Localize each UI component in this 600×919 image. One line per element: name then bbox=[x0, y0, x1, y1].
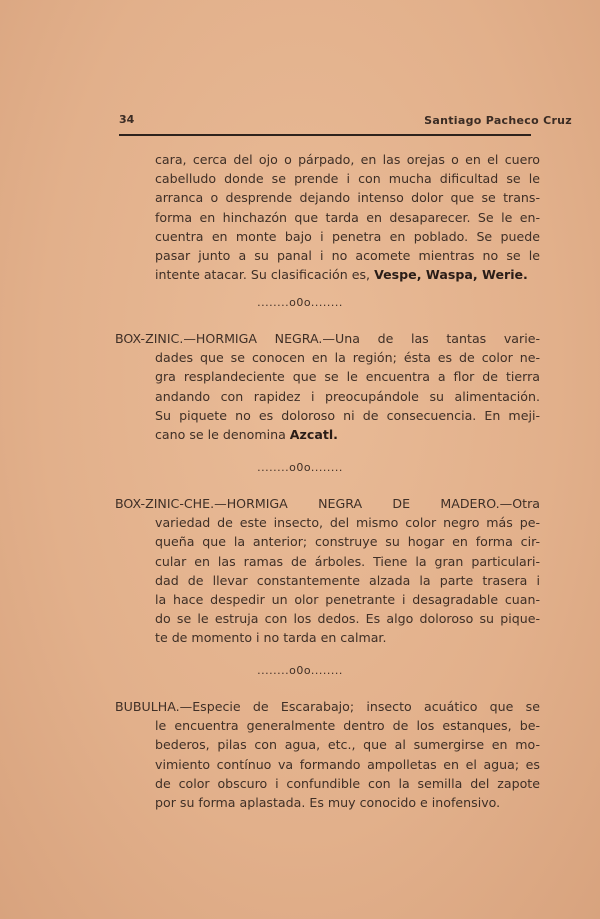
text-line: Su piquete no es doloroso ni de consecuencia. En meji- bbox=[155, 407, 540, 423]
running-header-author: Santiago Pacheco Cruz bbox=[424, 114, 572, 127]
text-line: de color obscuro i confundible con la semilla del zapote bbox=[155, 775, 540, 791]
text-line bbox=[115, 265, 540, 284]
entry-bubulha bbox=[115, 697, 540, 812]
intro-paragraph bbox=[115, 150, 540, 284]
text-line: queña que la anterior; construye su hogar en forma cir- bbox=[155, 534, 540, 550]
entry-heading-line: BUBULHA.—Especie de Escarabajo; insecto acuático que se bbox=[115, 699, 540, 714]
entry-heading-line: BOX-ZINIC.—HORMIGA NEGRA.—Una de las tantas varie- bbox=[115, 331, 540, 346]
classification-names: Vespe, Waspa, Werie. bbox=[374, 267, 528, 283]
section-separator: ........o0o........ bbox=[257, 664, 343, 677]
text-line: cara, cerca del ojo o párpado, en las orejas o en el cuero bbox=[155, 152, 540, 167]
text-line: le encuentra generalmente dentro de los estanques, be- bbox=[155, 718, 540, 734]
text-line: forma en hinchazón que tarda en desaparecer. Se le en- bbox=[155, 209, 540, 225]
section-separator: ........o0o........ bbox=[257, 461, 343, 474]
text-line: la hace despedir un olor penetrante i desagradable cuan- bbox=[155, 592, 540, 608]
text-run: cano se le denomina bbox=[155, 427, 290, 443]
entry-box-zinic-che bbox=[115, 494, 540, 648]
text-line: te de momento i no tarda en calmar. bbox=[155, 630, 387, 646]
entry-heading-line: BOX-ZINIC-CHE.—HORMIGA NEGRA DE MADERO.—Otra bbox=[115, 496, 540, 511]
text-line: variedad de este insecto, del mismo color negro más pe- bbox=[155, 515, 540, 531]
text-line: pasar junto a su panal i no acomete mientras no se le bbox=[155, 248, 540, 264]
text-line: dad de llevar constantemente alzada la parte trasera i bbox=[155, 572, 540, 588]
text-run: intente atacar. Su clasificación es, bbox=[155, 267, 375, 283]
text-line: vimiento contínuo va formando ampolletas en el agua; es bbox=[155, 756, 540, 772]
text-line: cular en las ramas de árboles. Tiene la gran particulari- bbox=[155, 553, 540, 569]
text-line: arranca o desprende dejando intenso dolor que se trans- bbox=[155, 190, 540, 206]
header-rule bbox=[119, 134, 531, 136]
mexican-name: Azcatl. bbox=[289, 427, 338, 443]
text-line: cabelludo donde se prende i con mucha dificultad se le bbox=[155, 171, 540, 187]
text-line: bederos, pilas con agua, etc., que al sumergirse en mo- bbox=[155, 737, 540, 753]
text-line bbox=[115, 425, 540, 444]
text-line: do se le estruja con los dedos. Es algo doloroso su pique- bbox=[155, 611, 540, 627]
text-line: por su forma aplastada. Es muy conocido e inofensivo. bbox=[155, 795, 501, 811]
text-line: andando con rapidez i preocupándole su alimentación. bbox=[155, 388, 540, 404]
section-separator: ........o0o........ bbox=[257, 296, 343, 309]
entry-box-zinic bbox=[115, 329, 540, 444]
text-line: dades que se conocen en la región; ésta es de color ne- bbox=[155, 350, 540, 366]
page-number: 34 bbox=[119, 113, 135, 126]
text-line: gra resplandeciente que se le encuentra a flor de tierra bbox=[155, 369, 540, 385]
text-line: cuentra en monte bajo i penetra en poblado. Se puede bbox=[155, 228, 540, 244]
